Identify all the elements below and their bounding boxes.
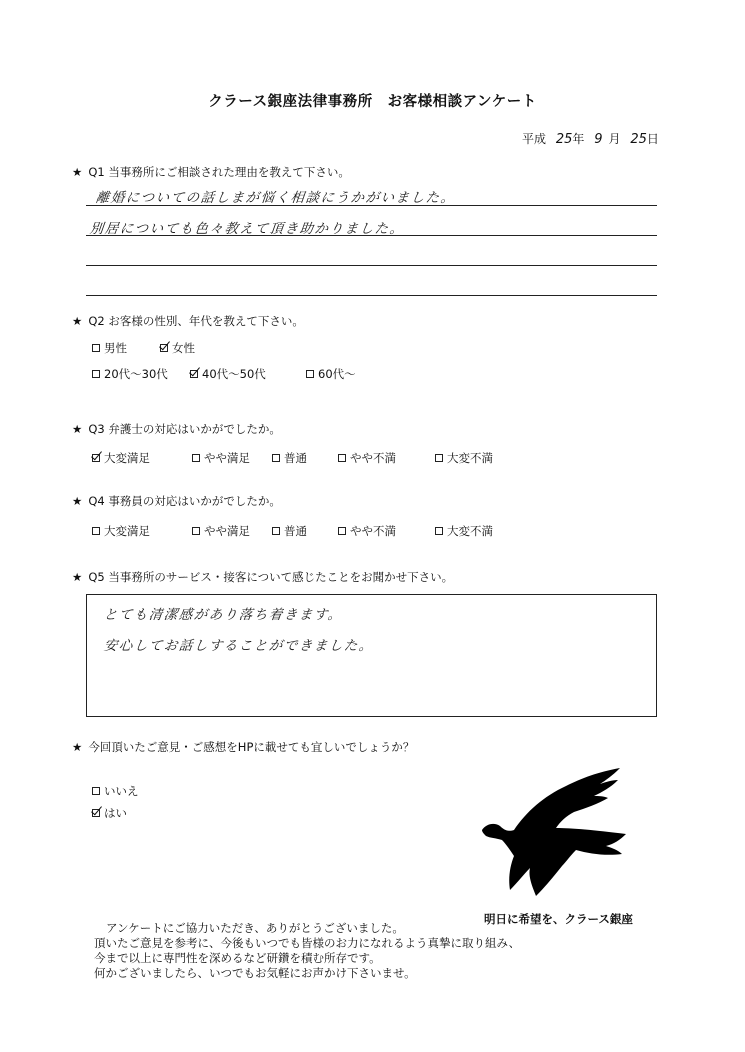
q1-answer-line-1: 離婚についての話しまが悩く相談にうかがいました。 bbox=[94, 190, 457, 206]
q4-label: Q4 事務員の対応はいかがでしたか。 bbox=[88, 494, 281, 508]
checkbox-checked-icon[interactable] bbox=[92, 454, 100, 462]
date-year-unit: 年 bbox=[572, 132, 585, 146]
q6-option-no[interactable]: いいえ bbox=[92, 783, 139, 799]
q4-option-somewhat-dissatisfied[interactable]: やや不満 bbox=[338, 523, 396, 539]
checkbox-icon[interactable] bbox=[92, 527, 100, 535]
q2-age-20-30[interactable]: 20代～30代 bbox=[92, 366, 168, 382]
q2-label: Q2 お客様の性別、年代を教えて下さい。 bbox=[88, 314, 304, 328]
bird-caption: 明日に希望を、クラース銀座 bbox=[484, 912, 633, 926]
q3-option-very-satisfied[interactable]: 大変満足 bbox=[92, 450, 150, 466]
bird-silhouette-icon bbox=[474, 764, 644, 904]
q3-option-neutral[interactable]: 普通 bbox=[272, 450, 307, 466]
checkbox-icon[interactable] bbox=[92, 344, 100, 352]
q3-option-very-dissatisfied[interactable]: 大変不満 bbox=[435, 450, 493, 466]
q4-option-very-satisfied[interactable]: 大変満足 bbox=[92, 523, 150, 539]
footer-line: アンケートにご協力いただき、ありがとうございました。 bbox=[106, 921, 404, 935]
footer-line: 何かございましたら、いつでもお気軽にお声かけ下さいませ。 bbox=[94, 966, 416, 980]
star-icon: ★ bbox=[72, 740, 83, 754]
q2-age-60[interactable]: 60代～ bbox=[306, 366, 356, 382]
checkbox-checked-icon[interactable] bbox=[92, 809, 100, 817]
checkbox-icon[interactable] bbox=[192, 454, 200, 462]
q2-gender-male[interactable]: 男性 bbox=[92, 340, 127, 356]
checkbox-icon[interactable] bbox=[192, 527, 200, 535]
q5-answer-line-1: とても清潔感があり落ち着きます。 bbox=[102, 607, 344, 623]
q4-option-somewhat-satisfied[interactable]: やや満足 bbox=[192, 523, 250, 539]
q4-question bbox=[72, 493, 281, 509]
q3-option-somewhat-dissatisfied[interactable]: やや不満 bbox=[338, 450, 396, 466]
date-field bbox=[522, 130, 659, 147]
q3-question bbox=[72, 421, 281, 437]
q1-question bbox=[72, 164, 350, 180]
answer-rule bbox=[86, 265, 657, 266]
answer-rule bbox=[86, 235, 657, 236]
q6-label: 今回頂いたご意見・ご感想をHPに載せても宜しいでしょうか？ bbox=[88, 740, 415, 754]
checkbox-icon[interactable] bbox=[272, 527, 280, 535]
star-icon: ★ bbox=[72, 494, 83, 508]
q1-answer-line-2: 別居についても色々教えて頂き助かりました。 bbox=[88, 221, 406, 237]
date-day: 25 bbox=[630, 132, 647, 147]
date-day-unit: 日 bbox=[646, 132, 659, 146]
q4-option-very-dissatisfied[interactable]: 大変不満 bbox=[435, 523, 493, 539]
q6-question bbox=[72, 739, 414, 755]
date-year: 25 bbox=[555, 132, 573, 147]
q3-label: Q3 弁護士の対応はいかがでしたか。 bbox=[88, 422, 281, 436]
checkbox-icon[interactable] bbox=[435, 527, 443, 535]
checkbox-checked-icon[interactable] bbox=[190, 370, 198, 378]
checkbox-icon[interactable] bbox=[92, 370, 100, 378]
footer-line: 頂いたご意見を参考に、今後もいつでも皆様のお力になれるよう真摯に取り組み、 bbox=[94, 936, 521, 950]
answer-rule bbox=[86, 295, 657, 296]
footer-message bbox=[94, 921, 520, 981]
date-month: 9 bbox=[594, 132, 603, 147]
q5-label: Q5 当事務所のサービス・接客について感じたことをお聞かせ下さい。 bbox=[88, 570, 454, 584]
q5-question bbox=[72, 569, 453, 585]
star-icon: ★ bbox=[72, 314, 83, 328]
star-icon: ★ bbox=[72, 422, 83, 436]
checkbox-icon[interactable] bbox=[272, 454, 280, 462]
checkbox-icon[interactable] bbox=[92, 787, 100, 795]
checkbox-checked-icon[interactable] bbox=[160, 344, 168, 352]
date-era: 平成 bbox=[522, 132, 547, 146]
star-icon: ★ bbox=[72, 165, 83, 179]
q6-option-yes[interactable]: はい bbox=[92, 805, 127, 821]
checkbox-icon[interactable] bbox=[338, 454, 346, 462]
answer-rule bbox=[86, 205, 657, 206]
q4-option-neutral[interactable]: 普通 bbox=[272, 523, 307, 539]
star-icon: ★ bbox=[72, 570, 83, 584]
q2-age-40-50[interactable]: 40代～50代 bbox=[190, 366, 266, 382]
q5-answer-line-2: 安心してお話しすることができました。 bbox=[102, 638, 375, 654]
checkbox-icon[interactable] bbox=[338, 527, 346, 535]
footer-line: 今まで以上に専門性を深めるなど研鑽を積む所存です。 bbox=[94, 951, 381, 965]
q2-question bbox=[72, 313, 304, 329]
q2-gender-female[interactable]: 女性 bbox=[160, 340, 195, 356]
checkbox-icon[interactable] bbox=[306, 370, 314, 378]
page-title: クラース銀座法律事務所 お客様相談アンケート bbox=[208, 94, 537, 110]
checkbox-icon[interactable] bbox=[435, 454, 443, 462]
q1-label: Q1 当事務所にご相談された理由を教えて下さい。 bbox=[88, 165, 350, 179]
q3-option-somewhat-satisfied[interactable]: やや満足 bbox=[192, 450, 250, 466]
date-month-unit: 月 bbox=[608, 132, 621, 146]
